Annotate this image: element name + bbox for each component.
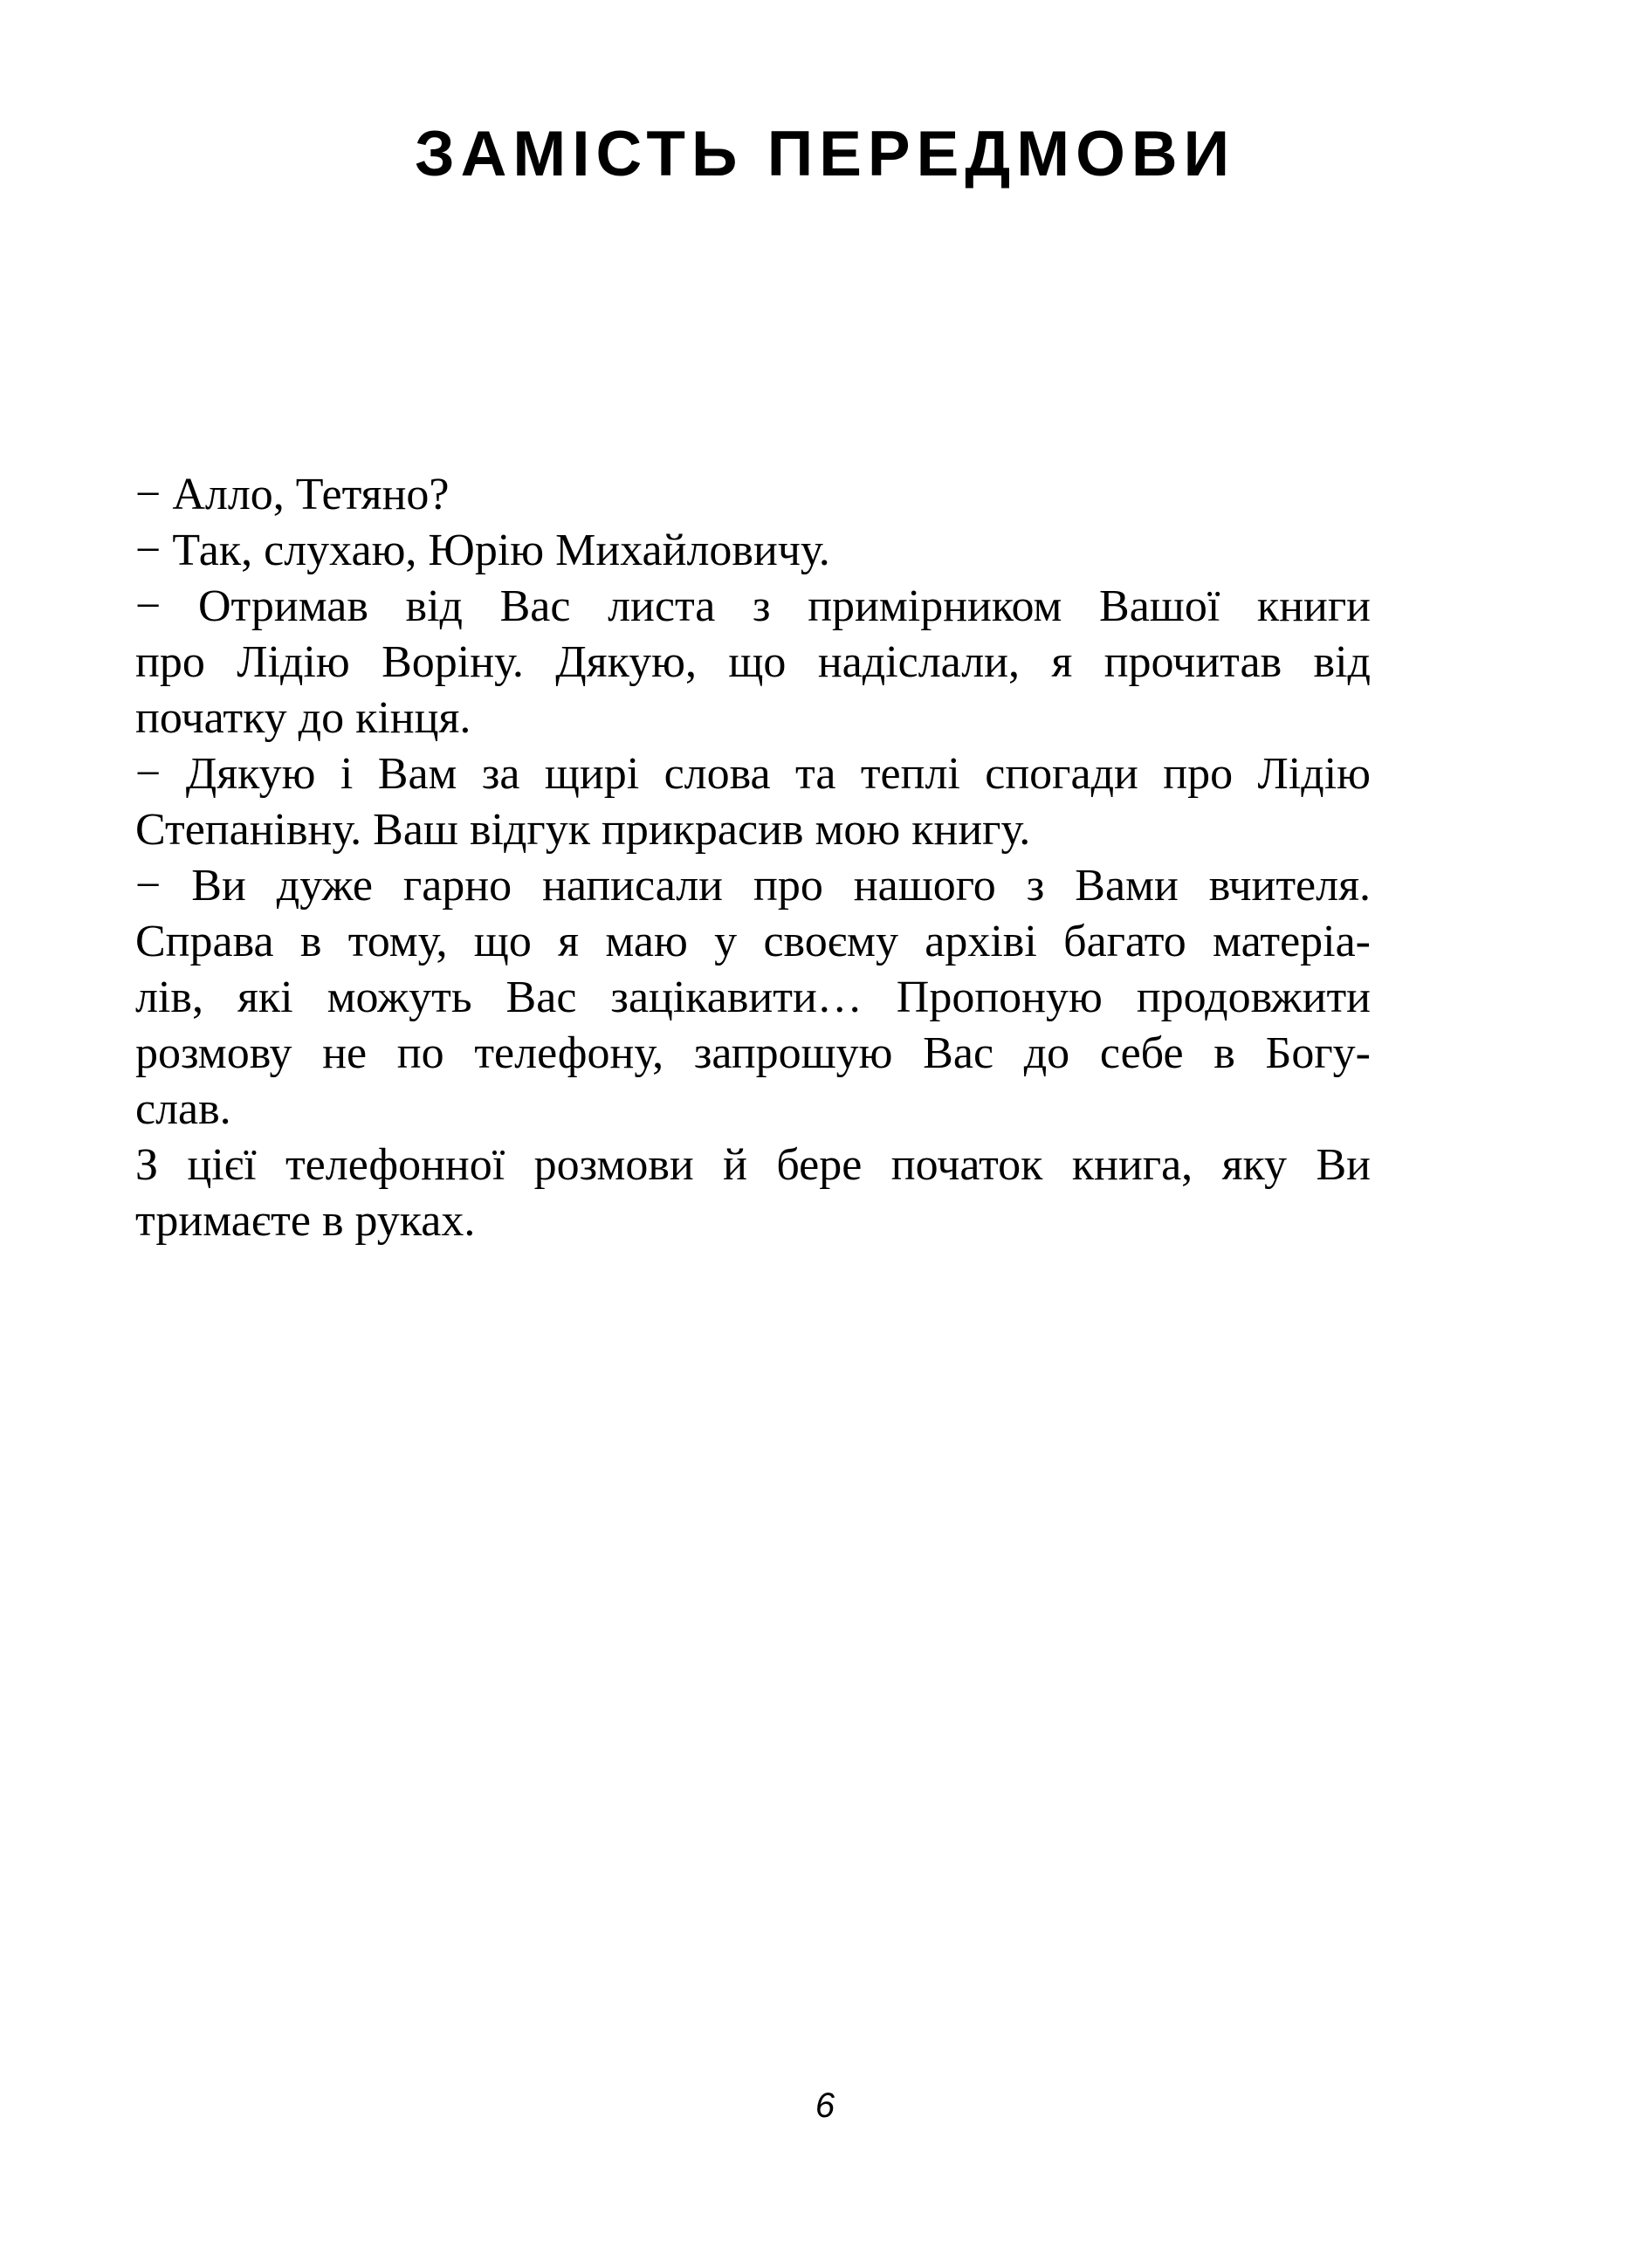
text-line: − Ви дуже гарно написали про нашого з Вами вчителя. (135, 861, 1371, 911)
page-title: ЗАМІСТЬ ПЕРЕДМОВИ (414, 119, 1236, 189)
text-line: тримаєте в руках. (135, 1196, 476, 1246)
paragraph (135, 858, 1371, 1137)
text-line: З цієї телефонної розмови й бере початок книга, яку Ви (135, 1140, 1371, 1190)
page-number: 6 (815, 2086, 835, 2125)
text-line: про Лідію Воріну. Дякую, що надіслали, я прочитав від (135, 637, 1371, 687)
text-line: − Алло, Тетяно? (135, 470, 450, 519)
text-line: Степанівну. Ваш відгук прикрасив мою книгу. (135, 805, 1031, 855)
text-line: − Так, слухаю, Юрію Михайловичу. (135, 526, 830, 575)
body-text (135, 467, 1371, 1249)
text-line: − Отримав від Вас листа з примірником Вашої книги (135, 581, 1371, 631)
text-line: початку до кінця. (135, 693, 471, 743)
text-line: − Дякую і Вам за щирі слова та теплі спогади про Лідію (135, 749, 1371, 799)
paragraph (135, 467, 1371, 523)
paragraph (135, 1137, 1371, 1249)
text-line: слав. (135, 1084, 231, 1134)
paragraph (135, 746, 1371, 858)
text-line: Справа в тому, що я маю у своєму архіві багато матеріа- (135, 917, 1371, 966)
paragraph (135, 579, 1371, 746)
text-line: розмову не по телефону, запрошую Вас до себе в Богу- (135, 1028, 1371, 1078)
paragraph (135, 523, 1371, 579)
text-line: лів, які можуть Вас зацікавити… Пропоную продовжити (135, 972, 1371, 1022)
